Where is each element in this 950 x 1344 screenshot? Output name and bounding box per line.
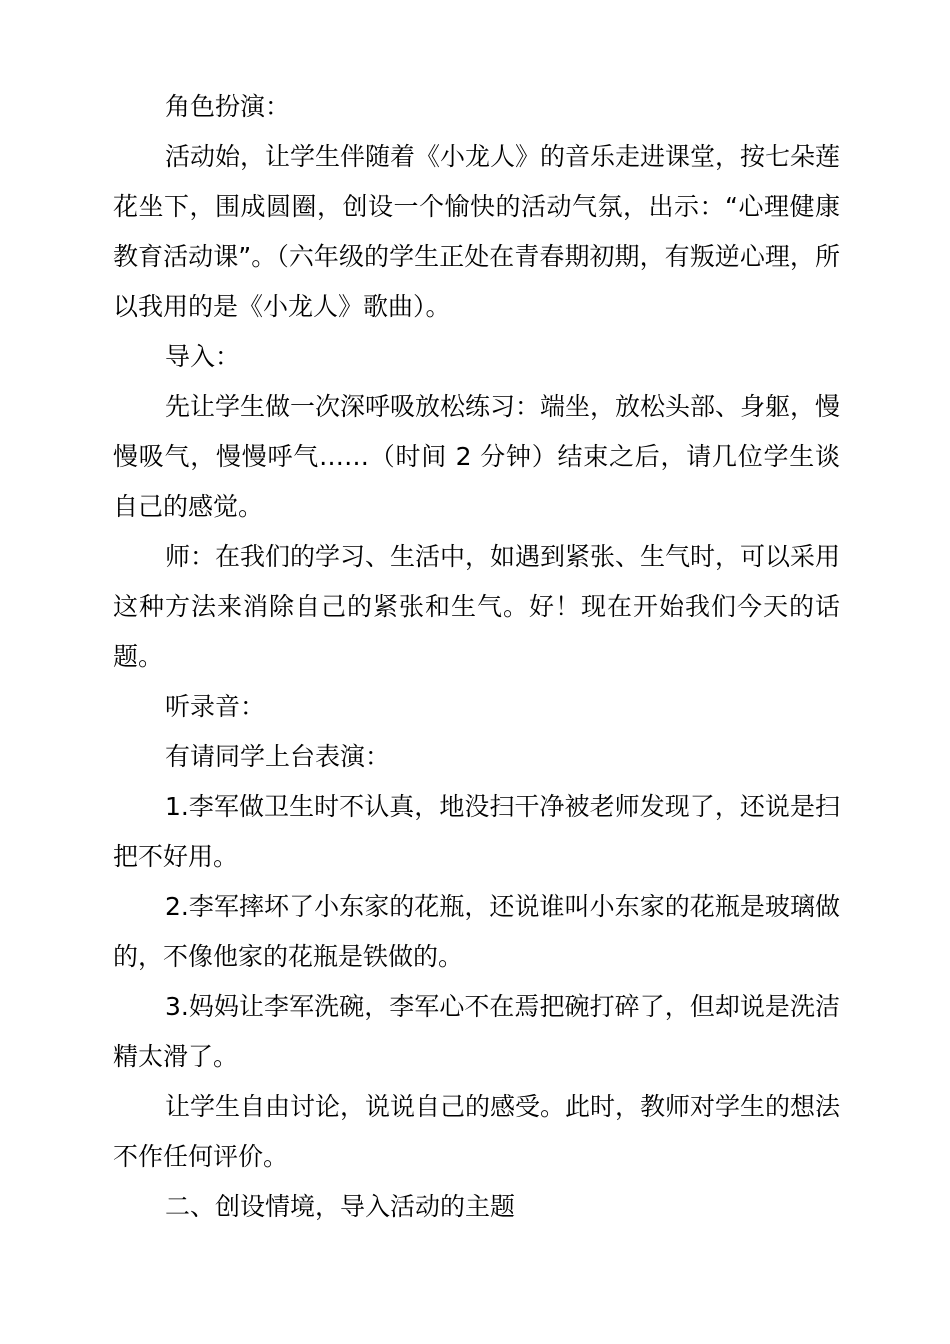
paragraph-scenario-1: 1.李军做卫生时不认真，地没扫干净被老师发现了，还说是扫把不好用。 (113, 792, 840, 871)
document-page (113, 82, 840, 1232)
paragraph-role-play-heading: 角色扮演： (165, 92, 291, 121)
paragraph-teacher-remark: 师：在我们的学习、生活中，如遇到紧张、生气时，可以采用这种方法来消除自己的紧张和生气。好！现在开始我们今天的话题。 (113, 542, 841, 671)
paragraph-listen-recording: 听录音： (165, 692, 266, 721)
paragraph-intro-heading: 导入： (165, 342, 241, 371)
paragraph-invite-performance: 有请同学上台表演： (165, 742, 391, 771)
paragraph-scenario-2: 2.李军摔坏了小东家的花瓶，还说谁叫小东家的花瓶是玻璃做的，不像他家的花瓶是铁做的。 (113, 892, 840, 971)
paragraph-scenario-3: 3.妈妈让李军洗碗，李军心不在焉把碗打碎了，但却说是洗洁精太滑了。 (113, 992, 840, 1071)
paragraph-activity-start: 活动始，让学生伴随着《小龙人》的音乐走进课堂，按七朵莲花坐下，围成圆圈，创设一个愉快的活动气氛，出示：“心理健康教育活动课”。（六年级的学生正处在青春期初期，有叛逆心理，所以我用的是《小龙人》歌曲）。 (113, 142, 841, 321)
paragraph-section-two-heading: 二、创设情境，导入活动的主题 (165, 1192, 516, 1221)
paragraph-free-discussion: 让学生自由讨论，说说自己的感受。此时，教师对学生的想法不作任何评价。 (113, 1092, 841, 1171)
paragraph-breathing-exercise: 先让学生做一次深呼吸放松练习：端坐，放松头部、身躯，慢慢吸气，慢慢呼气……（时间 2 分钟）结束之后，请几位学生谈自己的感觉。 (113, 392, 841, 521)
